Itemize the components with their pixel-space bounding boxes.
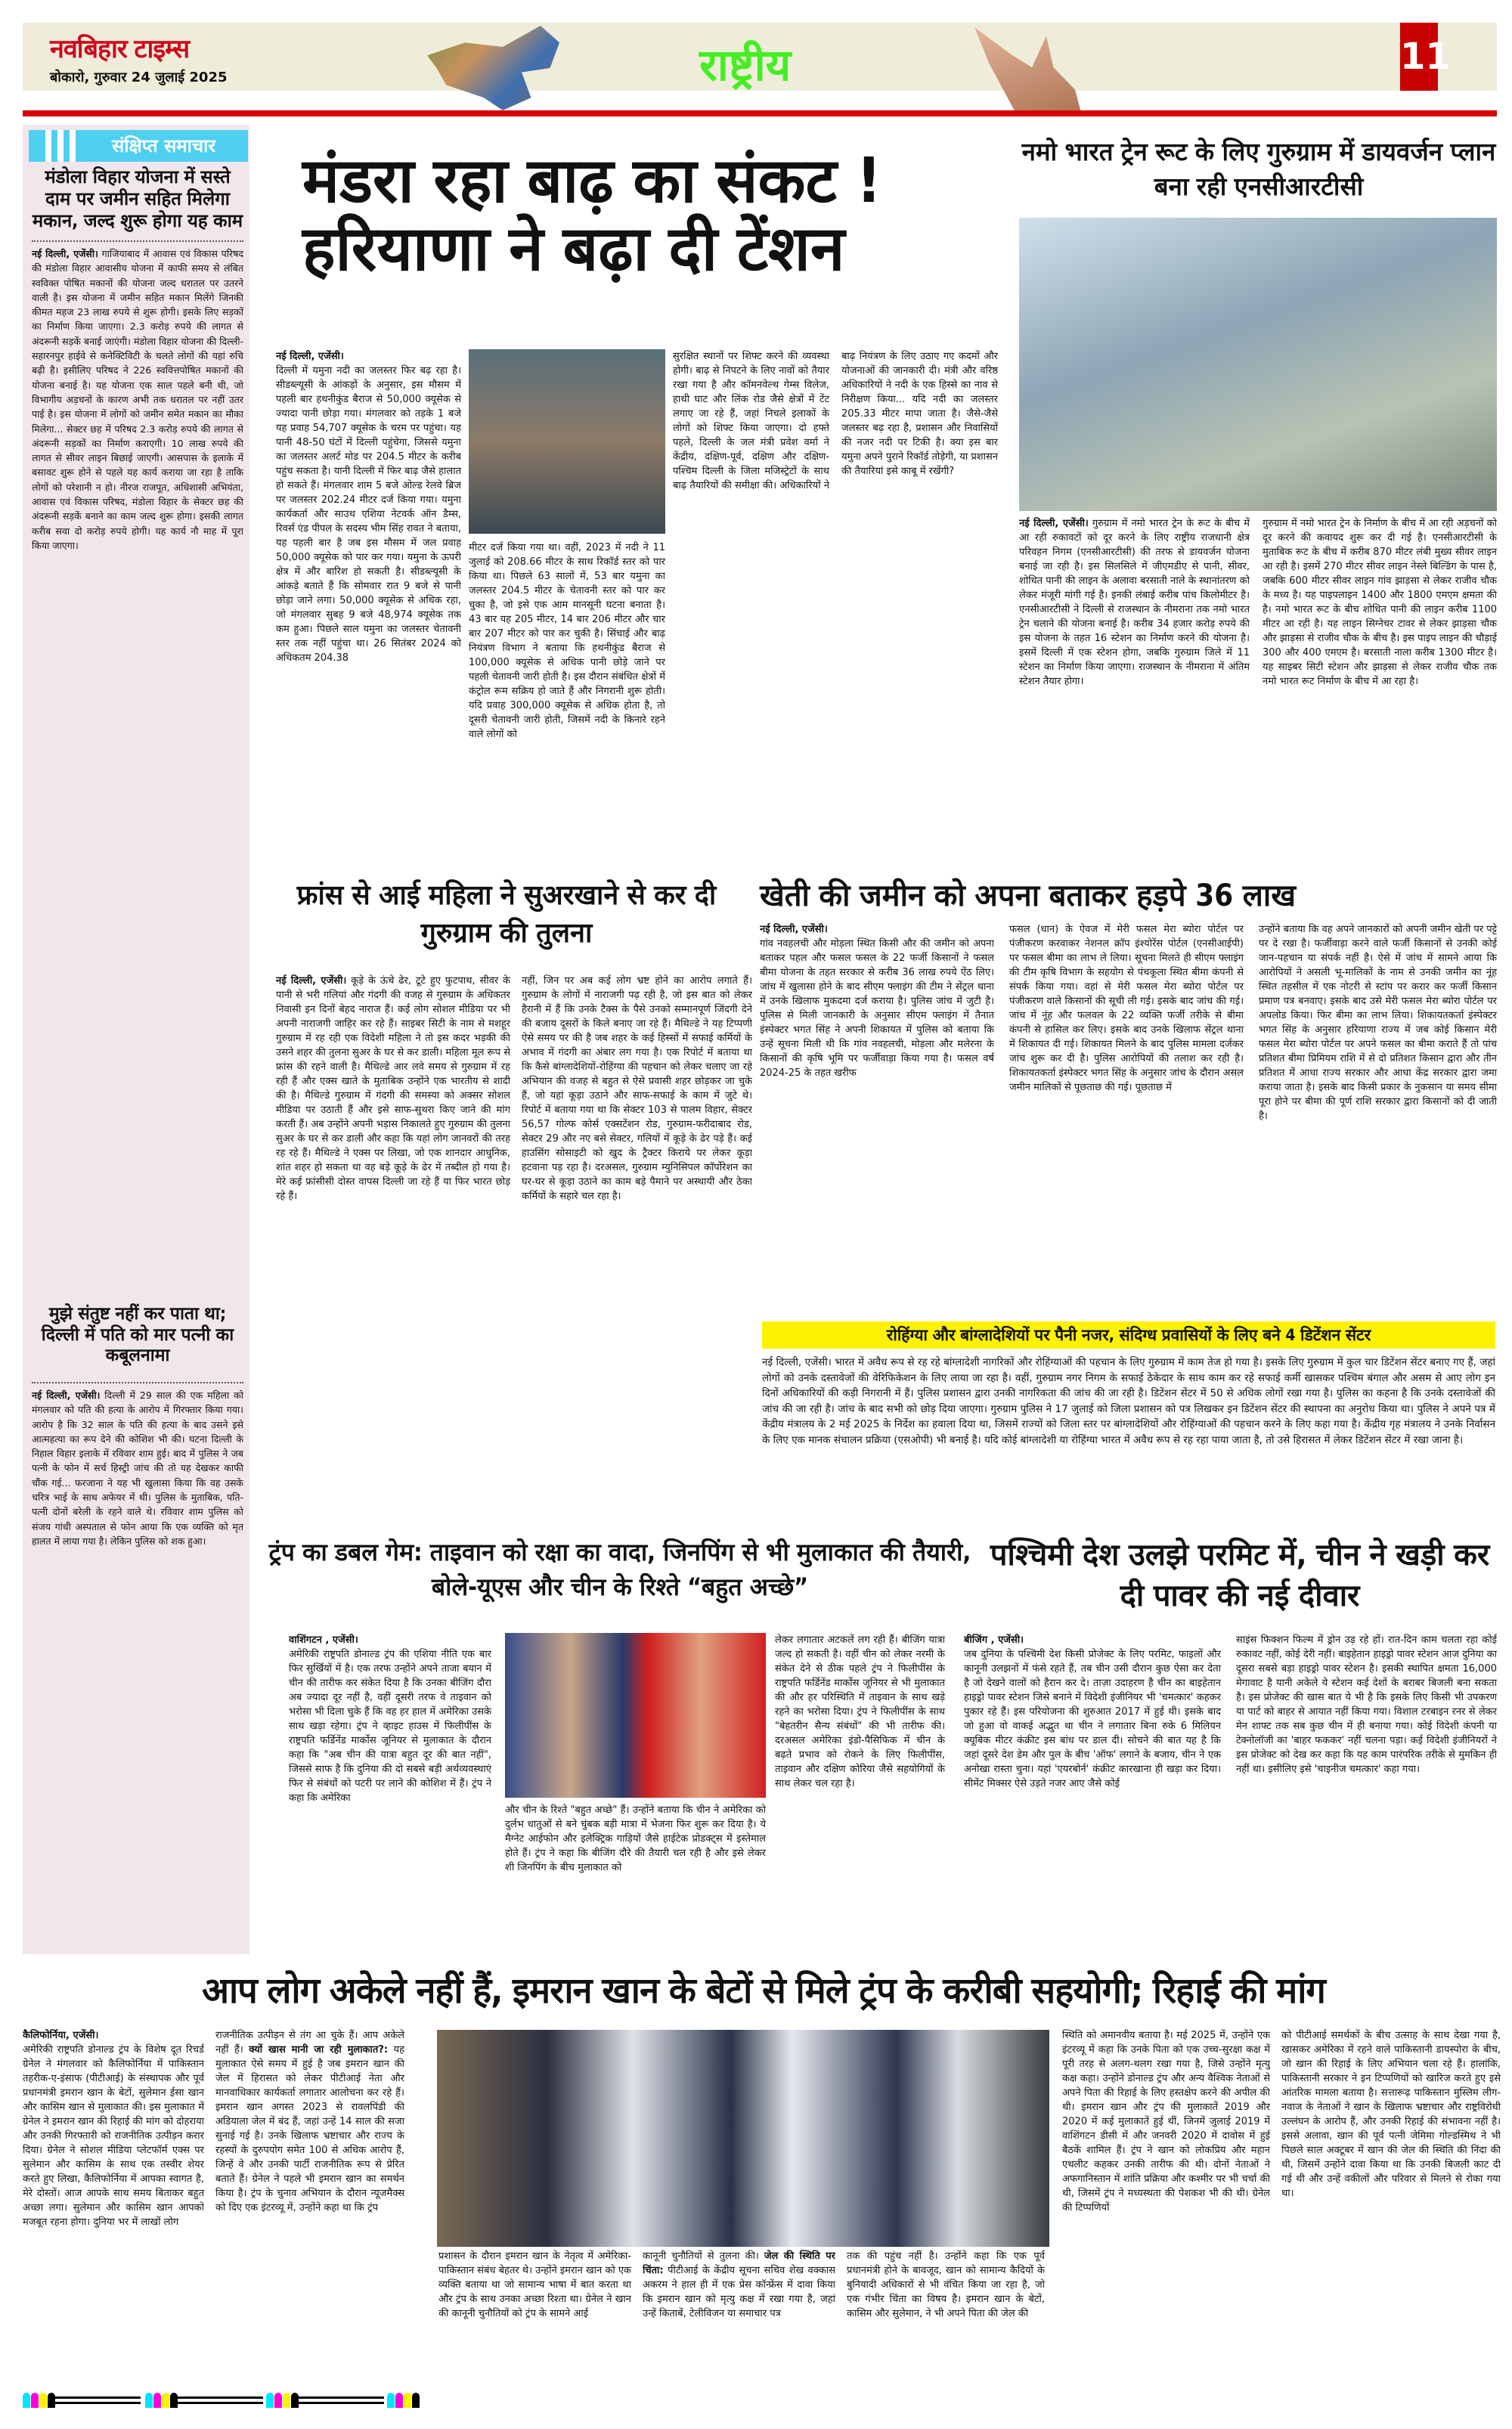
story-text: राजनीतिक उत्पीड़न से तंग आ चुके हैं। आप अकेले नहीं हैं। xyxy=(215,2030,404,2056)
brief-news-tag: संक्षिप्त समाचार xyxy=(29,130,248,162)
section-title: राष्ट्रीय xyxy=(699,39,792,91)
sidebar-story1-headline: मंडोला विहार योजना में सस्ते दाम पर जमीन सहित मिलेगा मकान, जल्द शुरू होगा यह काम xyxy=(32,166,243,231)
footer-rule xyxy=(174,2396,263,2404)
namo-bharat-train-photo xyxy=(1019,218,1497,511)
lead-headline-line2: हरियाणा ने बढ़ा दी टेंशन xyxy=(302,213,845,286)
story-text: कूड़े के ऊंचे ढेर, टूटे हुए फुटपाथ, सीवर के पानी से भरी गलियां और गंदगी की वजह से गुरुग्राम के अधिकतर निवासी इन दिनों बेहद नाराज हैं। कई लोग सोशल मीडिया पर भी अपनी नाराजगी जाहिर कर रहे हैं। साइबर सिटी के नाम से मशहूर गुरुग्राम में रह रही एक विदेशी महिला ने तो इस कदर भड़की की उसने शहर की तुलना सुअर के घर से कर डाली। महिला मूल रूप से फ्रांस की रहने वाली है। मैथिल्डे आर लवे समय से गुरुग्राम में रह रही हैं और एक्स खाते के मुताबिक उन्होंने एक भारतीय से शादी की है। मैथिल्डे गुरुग्राम में गंदगी की समस्या को अक्सर सोशल मीडिया पर उठाती हैं और इसे साफ-सुथरा किए जाने की मांग करती हैं। अब उन्होंने अपनी भड़ास निकालते हुए गुरुग्राम की तुलना सुअर के घर से कर डाली और कहा कि यहां लोग जानवरों की तरह रह रहे हैं। मैथिल्डे ने एक्स पर लिखा, जो एक शानदार आधुनिक, शांत शहर हो सकता था वह बड़े कूड़े के ढेर में तब्दील हो गया है। मेरे कई फ्रांसीसी दोस्त वापस दिल्ली जा रहे हैं या फिर भारत छोड़ रहे हैं। xyxy=(276,975,510,1202)
imran-col1 xyxy=(23,2028,204,2338)
trump-headline: ट्रंप का डबल गेम: ताइवान को रक्षा का वादा, जिनपिंग से भी मुलाकात की तैयारी, बोले-यूएस और चीन के रिश्ते “बहुत अच्छे” xyxy=(268,1538,971,1601)
sidebar-story2-body xyxy=(32,1388,243,1951)
dateline: नई दिल्ली, एजेंसी। xyxy=(276,975,347,987)
subhead: क्यों खास मानी जा रही मुलाकात?: xyxy=(249,2044,389,2056)
imran-col3: प्रशासन के दौरान इमरान खान के नेतृत्व में अमेरिका-पाकिस्तान संबंध बेहतर थे। उन्होंने इमरान खान को एक व्यक्ति बताया था जो सामान्य भाषा में बात करता था और ट्रंप के साथ उनका अच्छा रिश्ता था। ग्रेनेल ने खान की कानूनी चुनौतियों को ट्रंप के सामने आई xyxy=(438,2251,631,2319)
dateline: कैलिफोर्निया, एजेंसी। xyxy=(23,2030,99,2041)
train-col1 xyxy=(1019,516,1250,860)
lead-col3: सुरक्षित स्थानों पर शिफ्ट करने की व्यवस्था होगी। बाढ़ से निपटने के लिए नावों को तैयार रखा गया है और कॉमनवेल्थ गेम्स विलेज, हाथी घाट और लिंक रोड जैसे क्षेत्रों में टेंट लगाए जा रहे हैं, जहां निचले इलाकों के लोगों को शिफ्ट किया जाएगा। दो हफ्ते पहले, दिल्ली के जल मंत्री प्रवेश वर्मा ने केंद्रीय, दक्षिण-पूर्व, दक्षिण और दक्षिण-पश्चिम दिल्ली के जिला मजिस्ट्रेटों के साथ बाढ़ तैयारियों की समीक्षा की। अधिकारियों ने बाढ़ नियंत्रण के लिए उठाए गए कदमों और योजनाओं की जानकारी दी। मंत्री और वरिष्ठ अधिकारियों ने नदी के एक हिस्से का नाव से निरीक्षण किया... यदि नदी का जलस्तर 205.33 मीटर मापा जाता है। जैसे-जैसे जलस्तर बढ़ रहा है, प्रशासन और निवासियों की नजर नदी पर टिकी है। क्या इस बार यमुना अपने पुराने रिकॉर्ड तोड़ेगी, या प्रशासन की तैयारियां इसे काबू में रखेंगी? xyxy=(673,351,998,491)
masthead-rule xyxy=(23,110,1497,116)
train-headline: नमो भारत ट्रेन रूट के लिए गुरुग्राम में डायवर्जन प्लान बना रही एनसीआरटीसी xyxy=(1021,137,1496,201)
detention-body: नई दिल्ली, एजेंसी। भारत में अवैध रूप से रह रहे बांग्लादेशी नागरिकों और रोहिंग्याओं की पहचान के लिए गुरुग्राम में काम तेज हो गया है। इसके लिए गुरुग्राम में कुल चार डिटेंशन सेंटर बनाए गए हैं, जहां लोगों को उनके दस्तावेजों की वेरिफिकेशन के लिए लाया जा रहा है। वहीं, गुरुग्राम नगर निगम के सफाई ठेकेदार के साथ काम कर रहे सफाई कर्मी खासकर पश्चिम बंगाल और असम से आए लोग इन दिनों अधिकारियों की कड़ी निगरानी में हैं। पुलिस प्रशासन द्वारा उनकी नागरिकता की जांच की जा रही है। डिटेंशन सेंटर में 50 से अधिक लोगों रखा गया है। पुलिस का कहना है कि उनके दस्तावेजों की जांच की जा रही है। जांच के बाद सभी को छोड़ दिया जाएगा। गुरुग्राम पुलिस ने 17 जुलाई को जिला प्रशासन को पत्र लिखकर इन डिटेंशन सेंटर की स्थापना का अनुरोध किया था। पुलिस ने अपने पत्र में केंद्रीय मंत्रालय के 2 मई 2025 के निर्देश का हवाला दिया था, जिसमें राज्यों को जिला स्तर पर बांग्लादेशियों और रोहिंग्याओं की पहचान करने के लिए कहा गया है। केंद्रीय गृह मंत्रालय ने उनके निर्वासन के लिए एक मानक संचालन प्रक्रिया (एसओपी) भी बनाई है। यदि कोई बांग्लादेशी या रोहिंग्या भारत में अवैध रूप से रह रहा पाया जाता है, तो उसे हिरासत में लेकर डिटेंशन सेंटर में रखा जाना है। xyxy=(762,1356,1495,1446)
detention-headline: रोहिंग्या और बांग्लादेशियों पर पैनी नजर, संदिग्ध प्रवासियों के लिए बने 4 डिटेंशन सेंटर xyxy=(762,1321,1495,1349)
imran-col5: तक की पहुंच नहीं है। उन्होंने कहा कि एक पूर्व प्रधानमंत्री होने के बावजूद, खान को सामान्य कैदियों के बुनियादी अधिकारों से भी वंचित किया जा रहा है, जो एक गंभीर चिंता का विषय है। इमरान खान के बेटों, कासिम और सुलेमान, ने भी अपने पिता की जेल की xyxy=(847,2251,1045,2319)
story-text: पीटीआई के केंद्रीय सूचना सचिव शेख वक्कास अकरम ने हाल ही में एक प्रेस कॉन्फ्रेंस में दावा किया कि इमरान खान को मृत्यु कक्ष में रखा गया है, जहां उन्हें किताबें, टेलीविजन या समाचार पत्र xyxy=(643,2265,835,2319)
france-col1 xyxy=(276,974,510,1503)
story-text: जब दुनिया के पश्चिमी देश किसी प्रोजेक्ट के लिए परमिट, फाइलों और कानूनी उलझनों में फंसे रहते हैं, तब चीन उसी दौरान कुछ ऐसा कर देता है जो देखने वालों को हैरान कर दे। ताज़ा उदाहरण है चीन का बाइहेतान हाइड्रो पावर स्टेशन जिसे बनाने में विदेशी इंजीनियर भी 'चमत्कार' कहकर पुकार रहे हैं। इस परियोजना की शुरुआत 2017 में हुई थी। इसके बाद जो हुआ वो वाकई अद्भुत था चीन ने लगातार बिना रुके 6 मिलियन क्यूबिक मीटर कंक्रीट इस बांध पर डाल दी। सोचने की बात यह है कि जहां दूसरे देश डेम और पुल के बीच 'ऑफ' लगाने के बजाय, चीन ने एक अनोखा रास्ता चुना। यहां 'एयरबोर्न' कंक्रीट कारखाना ही खड़ा कर दिया। सीमेंट मिक्सर ऐसे उड़ते नजर आए जैसे कोई xyxy=(964,1649,1221,1789)
story-text: कानूनी चुनौतियों से तुलना की। xyxy=(643,2251,759,2262)
imran-col4 xyxy=(643,2249,835,2340)
imran-col6: स्थिति को अमानवीय बताया है। मई 2025 में, उन्होंने एक इंटरव्यू में कहा कि उनके पिता को एक उच्च-सुरक्षा कक्ष में पूरी तरह से अलग-थलग रखा गया है, जिसे उन्होंने मृत्यु कक्ष कहा। उन्होंने डोनाल्ड ट्रंप और अन्य वैश्विक नेताओं से अपने पिता की रिहाई के लिए हस्तक्षेप करने की अपील की थी। इमरान खान और ट्रंप की मुलाकातें 2019 और 2020 में कई मुलाकातें हुई थीं, जिनमें जुलाई 2019 में वाशिंगटन डीसी में और जनवरी 2020 में दावोस में हुई बैठकें शामिल हैं। ट्रंप ने खान को लोकप्रिय और महान एथलीट कहकर उनकी तारीफ की थी। दोनों नेताओं ने अफगानिस्तान में शांति प्रक्रिया और कश्मीर पर भी चर्चा की थी, जिसमें ट्रंप ने मध्यस्थता की पेशकश भी की थी। ग्रेनेल की टिप्पणियों xyxy=(1062,2030,1270,2214)
story-text: यह मुलाकात ऐसे समय में हुई है जब इमरान खान की जेल में हिरासत को लेकर पीटीआई नेता और मानवाधिकार कार्यकर्ता लगातार आलोचना कर रहे हैं। इमरान खान अगस्त 2023 से रावलपिंडी की अडियाला जेल में बंद हैं, जहां उन्हें 14 साल की सजा सुनाई गई है। उनके खिलाफ भ्रष्टाचार और राज्य के रहस्यों के दुरुपयोग समेत 100 से अधिक आरोप हैं, जिन्हें वे और उनकी पार्टी राजनीतिक रूप से प्रेरित बताते हैं। ग्रेनेल ने पहले भी इमरान खान का समर्थन किया है। ट्रंप के चुनाव अभियान के दौरान न्यूजमैक्स को दिए एक इंटरव्यू में, उन्होंने कहा था कि ट्रंप xyxy=(215,2044,404,2214)
sidebar-story1-body xyxy=(32,246,243,1184)
dateline: नई दिल्ली, एजेंसी। xyxy=(1019,518,1089,529)
footer-rule xyxy=(51,2396,141,2404)
grenell-imran-sons-photo xyxy=(437,2030,1049,2247)
france-col2: नहीं, जिन पर अब कई लोग भ्रष्ट होने का आरोप लगाते हैं। गुरुग्राम के लोगों में नाराजगी पढ़ रही है, जो इस बात को लेकर हैरानी में हैं कि उनके टैक्स के पैसे उनको सम्मानपूर्ण जिंदगी देने की बजाय दूसरों के किले बनाए जा रहे हैं। मैथिल्डे ने यह टिप्पणी ऐसे समय पर की है जब शहर के कई हिस्सों में सफाई कर्मियों के अभाव में गंदगी का अंबार लग गया है। एक रिपोर्ट में बताया था कि कैसे बांग्लादेशियों-रोहिंग्या की पहचान को लेकर चलाए जा रहे अभियान की वजह से बहुत से ऐसे प्रवासी शहर छोड़कर जा चुके हैं, जो यहां कूड़ा उठाने और साफ-सफाई के काम में जुटे थे। रिपोर्ट में बताया गया था कि सेक्टर 103 से पालम विहार, सेक्टर 56,57 गोल्फ कोर्स एक्सटेंशन रोड, गुरुग्राम-फरीदाबाद रोड, सेक्टर 29 और नए बसे सेक्टर, गलियों में कूड़े के ढेर पड़े हैं। कई हाउसिंग सोसाइटी को खुद के ट्रैक्टर किराये पर लेकर कूड़ा हटवाना पड़ रहा है। दरअसल, गुरुग्राम म्युनिसिपल कॉर्पोरेशन का घर-घर से कूड़ा उठाने का काम बड़े पैमाने पर अस्थायी और ठेका कर्मियों के सहारे चल रहा है। xyxy=(522,975,752,1202)
page-number: 11 xyxy=(1400,23,1438,91)
land-col3: उन्होंने बताया कि वह अपने जानकारों को अपनी जमीन खेती पर पट्टे पर दे रखा है। फर्जीवाड़ा करने वाले फर्जी किसानों से उनकी कोई जान-पहचान या संपर्क नहीं है। ऐसे में जांच में सामने आया कि आरोपियों ने असली भू-मालिकों के नाम से उनकी जमीन का नूंह स्थित तहसील में एक नोटरी से स्टांप पर करार कर फर्जी किसान प्रमाण पत्र बनवाए। इसके बाद उसे मेरी फसल मेरा ब्योरा पोर्टल पर अपलोड किया। फिर बीमा का लाभ लिया। शिकायतकर्ता इंस्पेक्टर भगत सिंह के अनुसार हरियाणा राज्य में जब कोई किसान मेरी फसल मेरा ब्योरा पोर्टल पर अपने फसल का बीमा कराते हैं तो पांच प्रतिशत बीमा प्रिमियम राशि में से दो प्रतिशत किसान द्वारा और तीन प्रतिशत में आधा राज्य सरकार और आधा केंद्र सरकार द्वारा जमा कराया जाता है। इसके बाद किसी प्रकार के नुकसान या समय सीमा पूरा होने पर बीमा की पूर्ण राशि सरकार द्वारा किसानों को दी जाती है। xyxy=(1259,924,1497,1122)
divider xyxy=(32,1382,243,1383)
registration-mark xyxy=(387,2393,420,2408)
trump-col1 xyxy=(289,1633,491,1950)
subhead: जेल की स्थिति पर चिंता: xyxy=(643,2251,835,2276)
story-text: गाजियाबाद में आवास एवं विकास परिषद की मंडोला विहार आवासीय योजना में काफी समय से लंबित स्वविक्त पोषित मकानों की योजना जल्द धरातल पर उतरने वाली है। इस योजना में जमीन सहित मकान मिलेंगे जिनकी कीमत महज 23 लाख रुपये से शुरू होगी। इसके लिए सड़कों का निर्माण किया जाएगा। 2.3 करोड़ रुपये की लागत से अंदरूनी सड़कें बनाई जाएंगी। मंडोला विहार योजना की दिल्ली-सहारनपुर हाईवे से कनेक्टिविटी के चलते लोगों की यहां रुचि बढ़ी है। इसीलिए परिषद ने 226 स्ववित्तपोषित मकानों की योजना बनाई है। यह योजना एक साल पहले बनी थी, जो विभागीय अड़चनों के कारण अभी तक धरातल पर नहीं उतर पाई है। इस योजना में लोगों को जमीन समेत मकान का मौका मिलेगा... सेक्टर छह में परिषद 2.3 करोड़ रुपये की लागत से अंदरूनी सड़कों का निर्माण कराएगी। 10 लाख रुपये की लागत से सीवर लाइन बिछाई जाएगी। आसपास के इलाके में बसावट शुरू होने से पहले यह कार्य कराया जा रहा है ताकि लोगों को परेशानी न हो। नीरज राजपूत, अधिशासी अभियंता, आवास एवं विकास परिषद, मंडोला विहार के सेक्टर छह की अंदरूनी सड़कें बनाने का काम जल्द शुरू होगा। इसकी लागत करीब सवा दो करोड़ रुपये होगी। यह कार्य नौ माह में पूरा किया जाएगा। xyxy=(32,248,243,551)
imran-col7: को पीटीआई समर्थकों के बीच उत्साह के साथ देखा गया है, खासकर अमेरिका में रहने वाले पाकिस्तानी डायस्पोरा के बीच, जो खान की रिहाई के लिए अभियान चला रहे हैं। हालांकि, पाकिस्तानी सरकार ने इन टिप्पणियों को खारिज करते हुए इसे आंतरिक मामला बताया है। सत्तारूढ़ पाकिस्तान मुस्लिम लीग-नवाज के नेताओं ने खान के खिलाफ भ्रष्टाचार और राष्ट्रविरोधी उल्लंघन के आरोप हैं, और उनकी रिहाई की संभावना नहीं है। इससे अलावा, खान की पूर्व पत्नी जेमिमा गोल्डस्मिथ ने भी पिछले साल अक्टूबर में खान की जेल की स्थिति की निंदा की थी, जिसमें उन्होंने दावा किया था कि उनकी बिजली काट दी गई थी और उन्हें वकीलों और परिवार से मिलने से रोका गया था। xyxy=(1281,2030,1501,2199)
dateline: वाशिंगटन , एजेंसी। xyxy=(289,1634,358,1646)
trump-xi-photo xyxy=(505,1633,766,1798)
tag-stripes-icon xyxy=(45,130,79,162)
dateline: बीजिंग , एजेंसी। xyxy=(964,1634,1024,1646)
dateline: नई दिल्ली, एजेंसी। xyxy=(276,351,344,362)
imran-headline: आप लोग अकेले नहीं हैं, इमरान खान के बेटों से मिले ट्रंप के करीबी सहयोगी; रिहाई की मांग xyxy=(202,1970,1325,2012)
issue-date: बोकारो, गुरुवार 24 जुलाई 2025 xyxy=(50,70,228,85)
imran-col2 xyxy=(215,2028,404,2338)
story-text: गांव नवहलची और मोड़ला स्थित किसी और की जमीन को अपना बताकर पहल और फसल फसल के 22 फर्जी किसानों ने फसल बीमा योजना के तहत सरकार से करीब 36 लाख रुपये ऐंठ लिए। जांच में खुलासा होने के बाद सीएम फ्लाइंग की टीम ने सेंट्रल थाना में उनके खिलाफ मुकदमा दर्ज कराया है। पुलिस जांच में जुटी है। पुलिस से मिली जानकारी के अनुसार सीएम फ्लाइंग में तैनात इंस्पेक्टर भगत सिंह ने अपनी शिकायत में पुलिस को बताया कि उन्हें सूचना मिली थी कि गांव नवहलची, मोड़ला और मलेरना के किसानों की कृषि भूमि पर फर्जीवाड़ा किया गया है। फसल वर्ष 2024-25 के तहत खरीफ xyxy=(760,938,994,1079)
lead-col1 xyxy=(276,349,461,867)
story-text: अमेरिकी राष्ट्रपति डोनाल्ड ट्रंप के विशेष दूत रिचर्ड ग्रेनेल ने मंगलवार को कैलिफोर्निया में पाकिस्तान तहरीक-ए-इंसाफ (पीटीआई) के संस्थापक और पूर्व प्रधानमंत्री इमरान खान के बेटों, सुलेमान ईसा खान और कासिम खान से मुलाकात की। इस मुलाकात में ग्रेनेल ने इमरान खान की रिहाई की मांग को दोहराया और उनकी गिरफ्तारी को राजनीतिक उत्पीड़न करार दिया। ग्रेनेल ने सोशल मीडिया प्लेटफॉर्म एक्स पर सुलेमान और कासिम के साथ एक तस्वीर शेयर करते हुए लिखा, कैलिफोर्निया में आपका स्वागत है, मेरे दोस्तों। आज आपके साथ समय बिताकर बहुत अच्छा लगा। सुलेमान और कासिम खान आपको मजबूत रहना होगा। दुनिया भर में लाखों लोग xyxy=(23,2044,204,2228)
story-text: दिल्ली में यमुना नदी का जलस्तर फिर बढ़ रहा है। सीडब्ल्यूसी के आंकड़ों के अनुसार, इस मौसम में पहली बार हथनीकुंड बैराज से 50,000 क्यूसेक से ज्यादा पानी छोड़ा गया। मंगलवार को तड़के 1 बजे यह प्रवाह 54,707 क्यूसेक के चरम पर पहुंचा। यह पानी 48-50 घंटों में दिल्ली पहुंचेगा, जिससे यमुना का जलस्तर अलर्ट मोड पर 204.5 मीटर के करीब पहुंच सकता है। यानी दिल्ली में फिर बाढ़ जैसे हालात हो सकते हैं। मंगलवार शाम 5 बजे ओल्ड रेलवे ब्रिज पर जलस्तर 202.24 मीटर दर्ज किया गया। यमुना कार्यकर्ता और साउथ एशिया नेटवर्क ऑन डैम्स, रिवर्स एंड पीपल के सदस्य भीम सिंह रावत ने बताया, यह पहली बार है जब इस मौसम में जल प्रवाह 50,000 क्यूसेक को पार कर गया। यमुना के ऊपरी क्षेत्र में और बारिश हो सकती है। सीडब्ल्यूसी के आंकड़े बताते हैं कि सोमवार रात 9 बजे से पानी छोड़ा जाने लगा। 50,000 क्यूसेक से अधिक रहा, जो मंगलवार सुबह 9 बजे 48,974 क्यूसेक तक कम हुआ। पिछले साल यमुना का जलस्तर चेतावनी स्तर तक नहीं पहुंचा था। 26 सितंबर 2024 को अधिकतम 204.38 xyxy=(276,365,461,664)
france-headline: फ्रांस से आई महिला ने सुअरखाने से कर दी गुरुग्राम की तुलना xyxy=(296,880,717,949)
footer-rule xyxy=(295,2396,384,2404)
story-text: दिल्ली में 29 साल की एक महिला को मंगलवार को पति की हत्या के आरोप में गिरफ्तार किया गया। आरोप है कि 32 साल के पति की हत्या के बाद उसने इसे आत्महत्या का रूप देने की कोशिश भी की। घटना दिल्ली के निहाल विहार इलाके में रविवार शाम हुई। बाद में पुलिस ने जब पत्नी के फोन में सर्च हिस्ट्री जांच की तो यह देखकर काफी चौंक गई... फरजाना ने यह भी खुलासा किया कि वह उसके चरित्र भाई के साथ अफेयर में थी। पुलिस के मुताबिक, पति-पत्नी दोनों बरेली के रहने वाले थे। रविवार शाम पुलिस को संजय गांधी अस्पताल से फोन आया कि एक व्यक्ति को मृत हालत में लाया गया है। लेकिन पुलिस को शक हुआ। xyxy=(32,1390,243,1547)
train-col2: गुरुग्राम में नमो भारत ट्रेन के निर्माण के बीच में आ रही अड़चनों को दूर करने की कवायद शुरू कर दी गई है। एनसीआरटीसी के मुताबिक रूट के बीच में करीब 870 मीटर लंबी मुख्य सीवर लाइन आ रही है। इसमें 270 मीटर सीवर लाइन नेस्ले बिल्डिंग के पास है, जबकि 600 मीटर सीवर लाइन गांव झाड़सा से लेकर राजीव चौक के मध्य है। यह पाइपलाइन 1400 और 1800 एमएम क्षमता की है। नमो भारत रूट के बीच शोधित पानी की लाइन करीब 1100 मीटर आ रही है। यह लाइन सिग्नेचर टावर से लेकर झाड़सा चौक और झाड़सा से राजीव चौक के बीच है। इस पाइप लाइन की चौड़ाई 300 और 400 एमएम है। बरसाती नाला करीब 1300 मीटर है। यह साइबर सिटी स्टेशन और झाड़सा से लेकर राजीव चौक तक नमो भारत रूट निर्माण के बीच में आ रहा है। xyxy=(1263,518,1497,687)
lead-headline-line1: मंडरा रहा बाढ़ का संकट ! xyxy=(302,145,882,217)
dateline: नई दिल्ली, एजेंसी। xyxy=(32,248,98,259)
flood-rescue-photo xyxy=(469,349,665,534)
lead-headline xyxy=(302,145,998,286)
dateline: नई दिल्ली, एजेंसी। xyxy=(32,1390,101,1401)
china-col1 xyxy=(964,1633,1221,1950)
land-col2: फसल (धान) के ऐवज में मेरी फसल मेरा ब्योरा पोर्टल पर पंजीकरण करवाकर नेशनल क्रॉप इंश्योरेंस पोर्टल (एनसीआईपी) पर फसल बीमा का लाभ ले लिया। सूचना मिलते ही सीएम फ्लाइंग की टीम कृषि विभाग के सहयोग से पंचकूला स्थित बीमा कंपनी से संपर्क किया गया। वहां से मेरी फसल मेरा ब्योरा पोर्टल पर पंजीकरण वाले किसानों की सूची ली गई। इसके बाद जांच की गई। जांच में नूंह और फलवल के 22 व्यक्ति फर्जी तरीके से बीमा कंपनी से हासिल कर लिए। इसके बाद उनके खिलाफ सेंट्रल थाना में शिकायत दी गई। शिकायत मिलने के बाद पुलिस मामला दर्जकर जांच शुरू कर दी है। पुलिस आरोपियों की तलाश कर रही है। शिकायतकर्ता इंस्पेक्टर भगत सिंह के अनुसार जांच के दौरान असल जमीन मालिकों से पूछताछ की गई। पूछताछ में xyxy=(1009,924,1244,1093)
story-text: गुरुग्राम में नमो भारत ट्रेन के रूट के बीच में आ रही रुकावटों को दूर करने के लिए राष्ट्रीय राजधानी क्षेत्र परिवहन निगम (एनसीआरटीसी) की तरफ से डायवर्जन योजना बनाई जा रही है। इस सिलसिले में जीएमडीए से पानी, सीवर, शोधित पानी की लाइन के अलावा बरसाती नाले के स्थानांतरण को लेकर मंजूरी मांगी गई है। इनकी लंबाई करीब पांच किलोमीटर है। एनसीआरटीसी ने दिल्ली से राजस्थान के नीमराना तक नमो भारत ट्रेन चलाने की योजना बनाई है। करीब 34 हजार करोड़ रुपये की इस योजना के तहत 16 स्टेशन का निर्माण करने की योजना है। इसमें दिल्ली में एक स्टेशन होगा, जबकि गुरुग्राम जिले में 11 स्टेशन का निर्माण किया जाएगा। राजस्थान के नीमराना में अंतिम स्टेशन तैयार होगा। xyxy=(1019,518,1250,687)
divider xyxy=(32,240,243,242)
sidebar-story2-headline: मुझे संतुष्ट नहीं कर पाता था; दिल्ली में पति को मार पत्नी का कबूलनामा xyxy=(41,1304,234,1366)
china-col2: साइंस फिक्शन फिल्म में ड्रोन उड़ रहे हों। रात-दिन काम चलता रहा कोई रुकावट नहीं, कोई देरी नहीं। बाइहेतान हाइड्रो पावर स्टेशन आज दुनिया का दूसरा सबसे बड़ा हाइड्रो पावर स्टेशन है। इसकी स्थापित क्षमता 16,000 मेगावाट है यानी अकेले ये स्टेशन कई देशों के बराबर बिजली बना सकता है। इस प्रोजेक्ट की खास बात ये भी है कि इसके लिए किसी भी उपकरण या पार्ट को बाहर से आयात नहीं किया गया। विशाल टरबाइन रनर से लेकर मेन शाफ्ट तक सब कुछ चीन में ही बनाया गया। कोई विदेशी कंपनी या टेक्नोलॉजी का 'बाहर फककर' नहीं चलना पड़ा। कई विदेशी इंजीनियरों ने इस प्रोजेक्ट को देख कर कहा कि यह काम पारंपरिक तरीके से मुमकिन ही नहीं था। इसीलिए इसे 'चाइनीज चमत्कार' कहा गया। xyxy=(1236,1634,1497,1775)
land-headline: खेती की जमीन को अपना बताकर हड़पे 36 लाख xyxy=(760,878,1296,913)
trump-col2: और चीन के रिश्ते "बहुत अच्छे" हैं। उन्होंने बताया कि चीन ने अमेरिका को दुर्लभ धातुओं से बने चुंबक बड़ी मात्रा में भेजना फिर शुरू कर दिया है। ये मैग्नेट आईफोन और इलेक्ट्रिक गाड़ियों जैसे हाईटेक प्रोडक्ट्स में इस्तेमाल होते हैं। ट्रंप ने कहा कि बीजिंग दौरे की तैयारी चल रही है और इसे लेकर शी जिनपिंग के बीच मुलाकात को xyxy=(505,1805,766,1873)
trump-col3: लेकर लगातार अटकलें लग रही हैं। बीजिंग यात्रा जल्द हो सकती है। वहीं चीन को लेकर नरमी के संकेत देने से ठीक पहले ट्रंप ने फिलीपींस के राष्ट्रपति फर्डिनेंड मार्कोस जूनियर से भी मुलाकात की और हर परिस्थिति में ताइवान के साथ खड़े रहने का भरोसा दिया। ट्रंप ने फिलीपींस के साथ "बेहतरीन सैन्य संबंधों" की भी तारीफ की। दरअसल अमेरिका इंडो-पैसिफिक में चीन के बढ़ते प्रभाव को रोकने के लिए फिलीपींस, ताइवान और दक्षिण कोरिया जैसे सहयोगियों के साथ लेकर चल रहा है। xyxy=(775,1634,945,1789)
story-text: अमेरिकी राष्ट्रपति डोनाल्ड ट्रंप की एशिया नीति एक बार फिर सुर्खियों में है। एक तरफ उन्होंने अपने ताजा बयान में चीन की तारीफ कर संकेत दिया है कि उनका बीजिंग दौरा अब ज्यादा दूर नहीं है, वहीं दूसरी तरफ वे ताइवान को भरोसा भी दिला चुके हैं कि वह हर हाल में अमेरिका उसके साथ खड़ा रहेगा। ट्रंप ने व्हाइट हाउस में फिलीपींस के राष्ट्रपति फर्डिनेंड मार्कोस जूनियर से मुलाकात के दौरान कहा कि "अब चीन की यात्रा बहुत दूर की बात नहीं", जिससे साफ है कि दुनिया की दो सबसे बड़ी अर्थव्यवस्थाएं फिर से संबंधों को पटरी पर लाने की कोशिश में हैं। ट्रंप ने कहा कि अमेरिका xyxy=(289,1649,491,1804)
dateline: नई दिल्ली, एजेंसी। xyxy=(760,924,828,935)
china-headline: पश्चिमी देश उलझे परमिट में, चीन ने खड़ी कर दी पावर की नई दीवार xyxy=(990,1538,1490,1613)
land-col1 xyxy=(760,922,994,1315)
paper-name: नवबिहार टाइम्स xyxy=(50,34,190,64)
lead-col2: मीटर दर्ज किया गया था। वहीं, 2023 में नदी ने 11 जुलाई को 208.66 मीटर के साथ रिकॉर्ड स्तर को पार किया था। पिछले 63 सालों में, 53 बार यमुना का जलस्तर 204.5 मीटर के चेतावनी स्तर को पार कर चुका है, जो इसे एक आम मानसूनी घटना बनाता है। 43 बार यह 205 मीटर, 14 बार 206 मीटर और चार बार 207 मीटर को पार कर चुकी है। सिंचाई और बाढ़ नियंत्रण विभाग ने बताया कि हथनीकुंड बैराज से 100,000 क्यूसेक से अधिक पानी छोड़े जाने पर पहली चेतावनी जारी होती है। इस दौरान संबंधित क्षेत्रों में कंट्रोल रूम सक्रिय हो जाते हैं और निगरानी शुरू होती। यदि प्रवाह 300,000 क्यूसेक से अधिक होता है, तो दूसरी चेतावनी जारी होती, जिसमें नदी के किनारे रहने वाले लोगों को xyxy=(469,542,665,740)
